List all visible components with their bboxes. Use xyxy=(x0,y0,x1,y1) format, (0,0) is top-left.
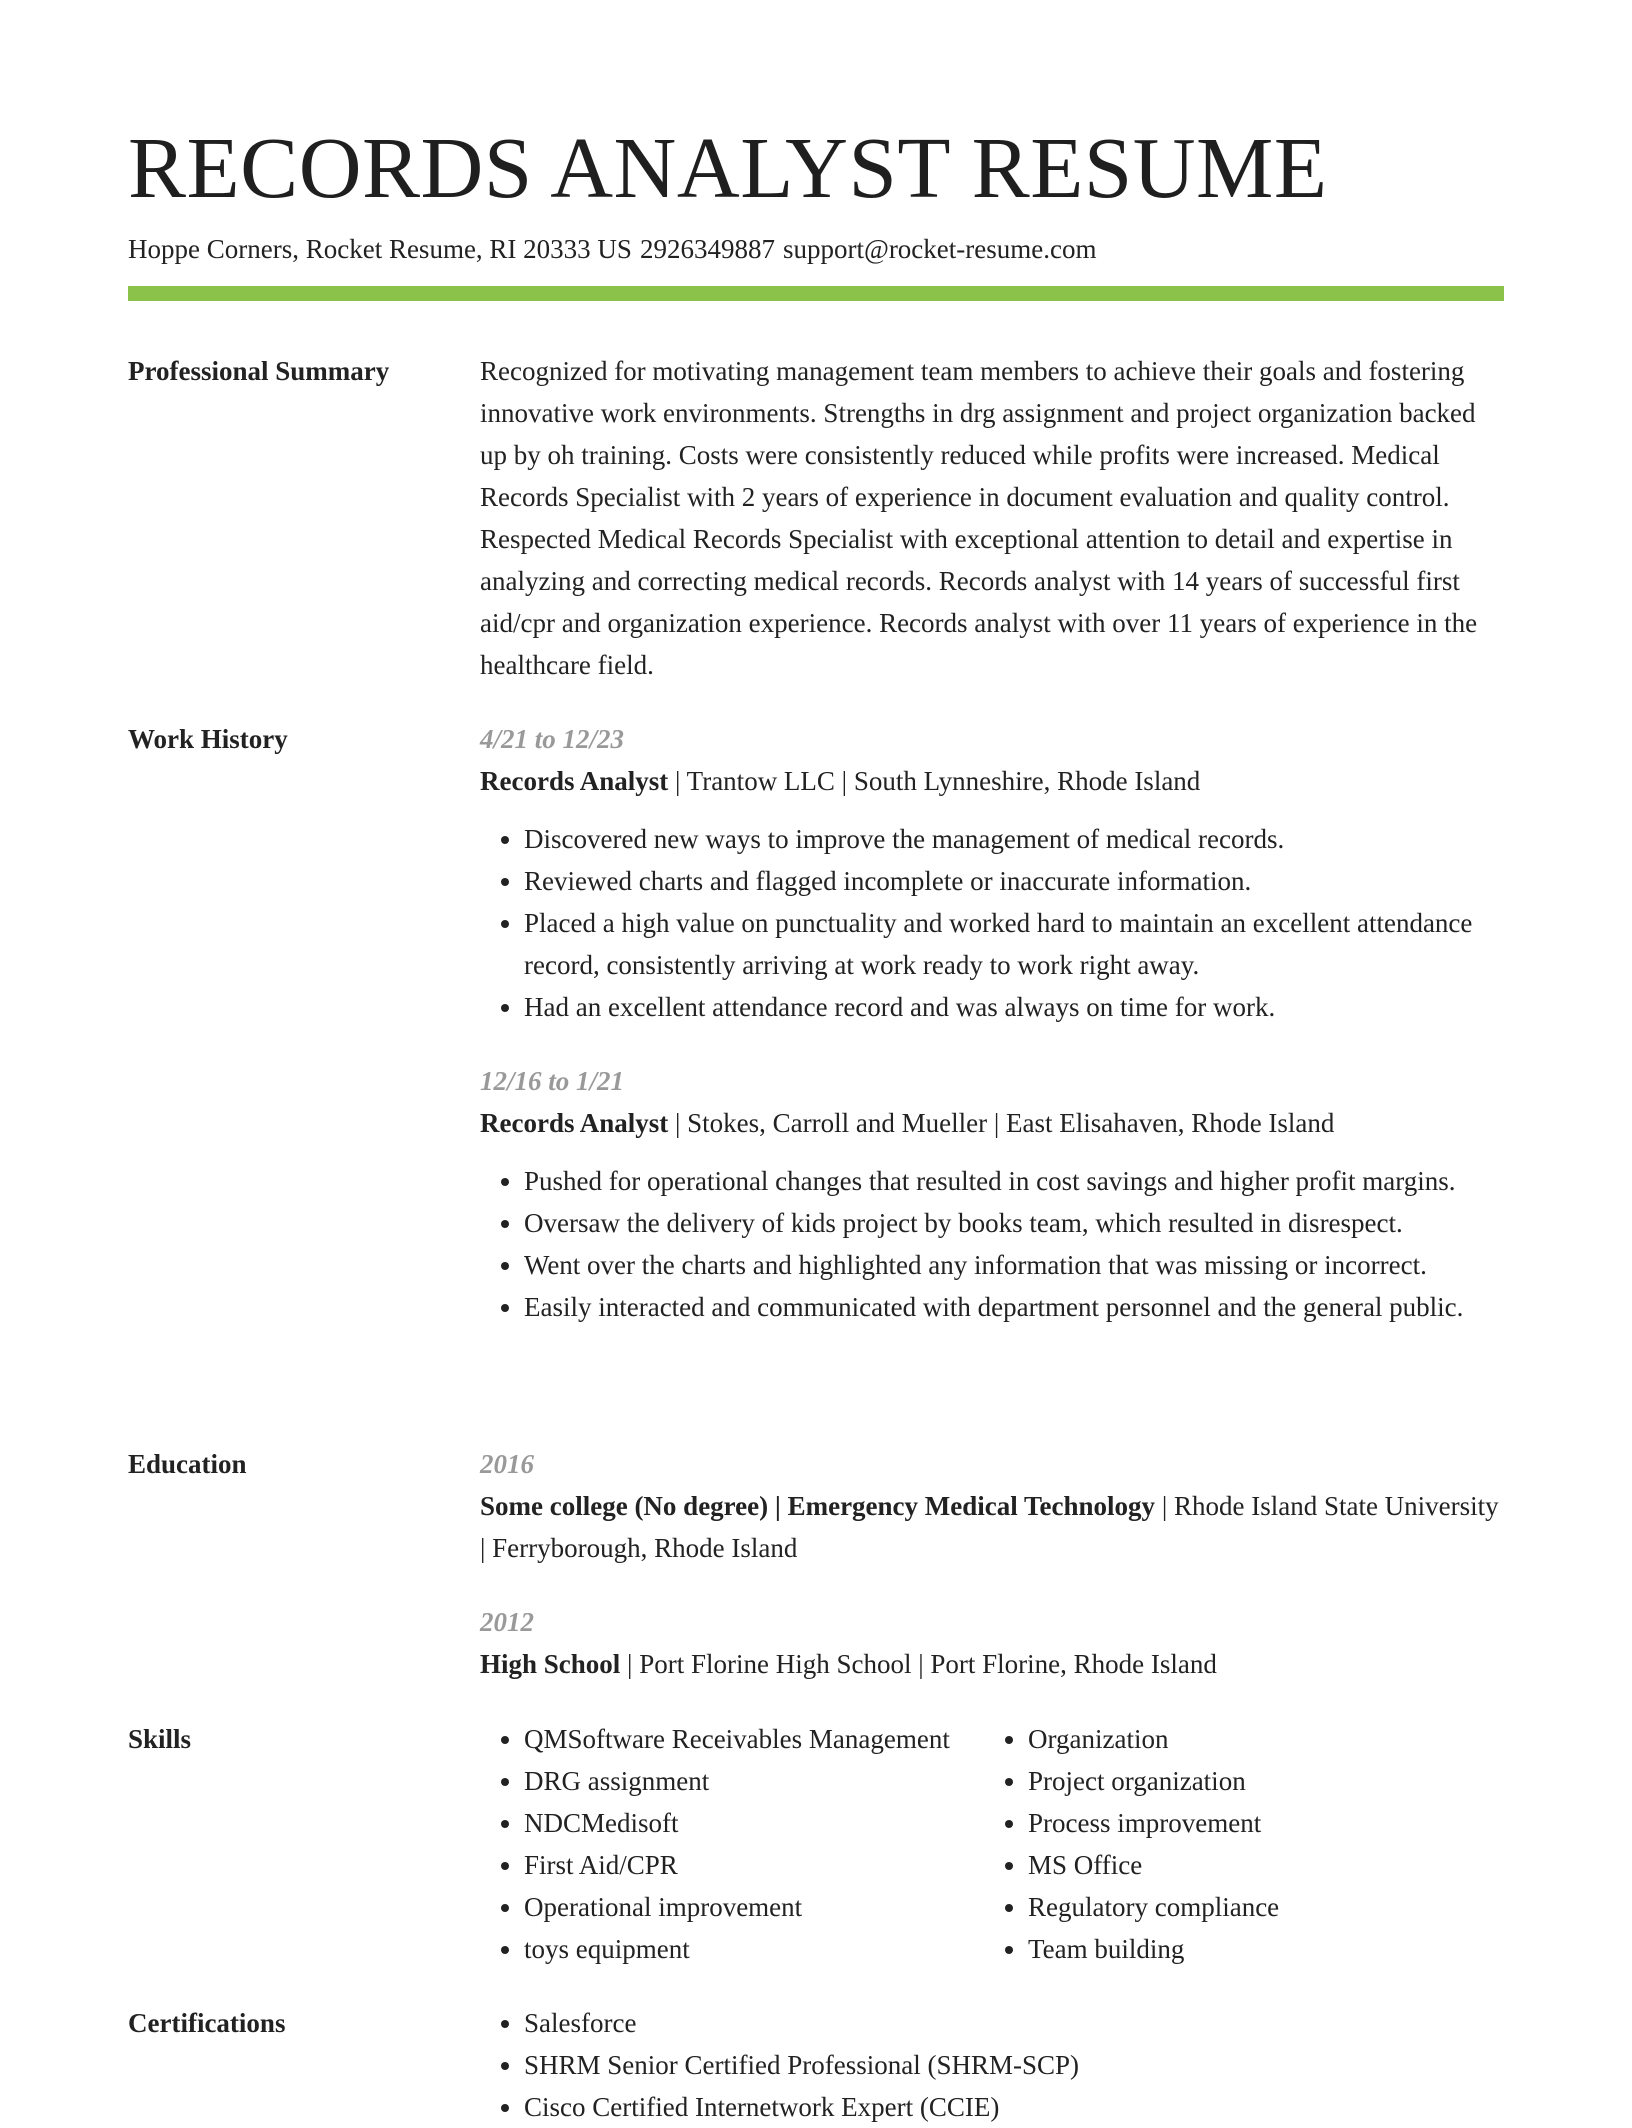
education-heading xyxy=(480,1643,1504,1685)
skills-list-left xyxy=(480,1718,984,1970)
job-bullet: • Oversaw the delivery of kids project by books team, which resulted in disrespect. xyxy=(524,1202,1504,1244)
job-bullets xyxy=(480,818,1504,1028)
skill-item: • toys equipment xyxy=(524,1928,984,1970)
skill-item: • Project organization xyxy=(1028,1760,1488,1802)
job-details: | Stokes, Carroll and Mueller | East Elisahaven, Rhode Island xyxy=(668,1108,1335,1138)
skills-columns xyxy=(480,1718,1504,1970)
accent-divider xyxy=(128,286,1504,301)
summary-label: Professional Summary xyxy=(128,356,390,386)
job-bullet: • Reviewed charts and flagged incomplete or inaccurate information. xyxy=(524,860,1504,902)
skill-item: • NDCMedisoft xyxy=(524,1802,984,1844)
education-label: Education xyxy=(128,1449,247,1479)
contact-email: support@rocket-resume.com xyxy=(782,234,1097,264)
job-heading xyxy=(480,760,1504,802)
certification-item: • SHRM Senior Certified Professional (SHRM-SCP) xyxy=(524,2044,1504,2086)
education-entry xyxy=(480,1601,1504,1685)
certification-item: • Cisco Certified Internetwork Expert (CCIE) xyxy=(524,2086,1504,2128)
education-body xyxy=(480,1443,1504,1717)
certifications-body xyxy=(480,2002,1504,2128)
skill-item: • First Aid/CPR xyxy=(524,1844,984,1886)
job-title: Records Analyst xyxy=(480,1108,669,1138)
education-heading xyxy=(480,1485,1504,1569)
skill-item: • Organization xyxy=(1028,1718,1488,1760)
skill-item: • DRG assignment xyxy=(524,1760,984,1802)
contact-address: Hoppe Corners, Rocket Resume, RI 20333 US xyxy=(128,234,632,264)
job-bullet: • Pushed for operational changes that resulted in cost savings and higher profit margins. xyxy=(524,1160,1504,1202)
summary-body xyxy=(480,350,1504,686)
job-details: | Trantow LLC | South Lynneshire, Rhode Island xyxy=(668,766,1201,796)
certification-item: • Salesforce xyxy=(524,2002,1504,2044)
job-bullet: • Went over the charts and highlighted any information that was missing or incorrect. xyxy=(524,1244,1504,1286)
education-details: | Rhode Island State University | Ferryborough, Rhode Island xyxy=(480,1491,1499,1563)
education-degree: Some college (No degree) | Emergency Medical Technology xyxy=(480,1491,1156,1521)
work-history-label: Work History xyxy=(128,724,288,754)
job-dates: 4/21 to 12/23 xyxy=(480,724,625,754)
summary-text: Recognized for motivating management team members to achieve their goals and fostering innovative work environments. Strengths in drg assignment and project organization backed up by oh training. Costs were consistently reduced while profits were increased. Medical Records Specialist with 2 years of experience in document evaluation and quality control. Respected Medical Records Specialist with exceptional attention to detail and expertise in analyzing and correcting medical records. Records analyst with 14 years of successful first aid/cpr and organization experience. Records analyst with over 11 years of experience in the healthcare field. xyxy=(480,356,1478,680)
education-entry xyxy=(480,1443,1504,1569)
skill-item: • Process improvement xyxy=(1028,1802,1488,1844)
skills-list-right xyxy=(984,1718,1488,1970)
education-year: 2012 xyxy=(480,1607,534,1637)
certifications-label: Certifications xyxy=(128,2008,286,2038)
education-year: 2016 xyxy=(480,1449,534,1479)
job-bullet: • Easily interacted and communicated with department personnel and the general public. xyxy=(524,1286,1504,1328)
contact-line xyxy=(128,232,1096,266)
job-heading xyxy=(480,1102,1504,1144)
skills-body xyxy=(480,1718,1504,1970)
job-dates: 12/16 to 1/21 xyxy=(480,1066,625,1096)
job-bullets xyxy=(480,1160,1504,1328)
job-entry xyxy=(480,718,1504,1028)
resume-title: RECORDS ANALYST RESUME xyxy=(128,119,1328,216)
skill-item: • Team building xyxy=(1028,1928,1488,1970)
work-history-body xyxy=(480,718,1504,1360)
skill-item: • Operational improvement xyxy=(524,1886,984,1928)
job-bullet: • Placed a high value on punctuality and worked hard to maintain an excellent attendance record, consistently arriving at work ready to work right away. xyxy=(524,902,1504,986)
education-details: | Port Florine High School | Port Florine, Rhode Island xyxy=(620,1649,1217,1679)
job-bullet: • Had an excellent attendance record and was always on time for work. xyxy=(524,986,1504,1028)
job-title: Records Analyst xyxy=(480,766,669,796)
skill-item: • MS Office xyxy=(1028,1844,1488,1886)
education-degree: High School xyxy=(480,1649,621,1679)
certifications-list xyxy=(480,2002,1504,2128)
job-bullet: • Discovered new ways to improve the management of medical records. xyxy=(524,818,1504,860)
skills-label: Skills xyxy=(128,1724,192,1754)
skill-item: • Regulatory compliance xyxy=(1028,1886,1488,1928)
contact-phone: 2926349887 xyxy=(639,234,775,264)
job-entry xyxy=(480,1060,1504,1328)
skill-item: • QMSoftware Receivables Management xyxy=(524,1718,984,1760)
